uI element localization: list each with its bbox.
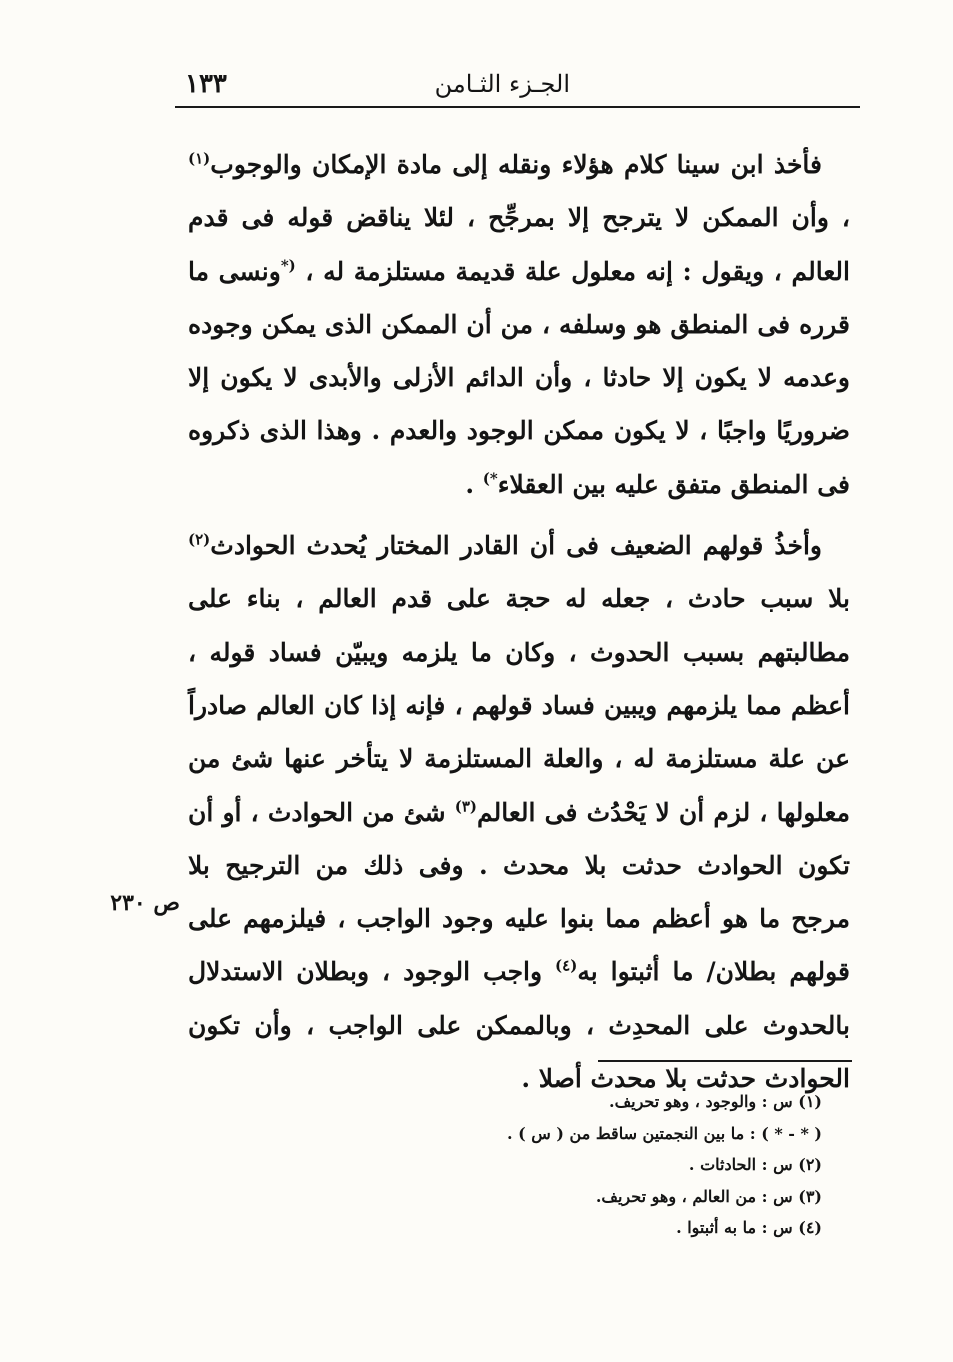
text-run: ، وأن الممكن لا يترجح إلا بمرجِّح ، لئلا يناقض قوله فى قدم العالم ، ويقول : إنه معلول علة قديمة مستلزمة له ، — [188, 203, 850, 286]
text-run: وأخذُ قولهم الضعيف فى أن القادر المختار يُحدث الحوادث — [210, 531, 822, 561]
text-run: واجب الوجود ، وبطلان الاستدلال بالحدوث على المحدِث ، وبالممكن على الواجب ، وأن تكون الحوادث حدثت بلا محدث أصلا . — [188, 957, 850, 1094]
footnote-divider — [598, 1060, 852, 1062]
footnote: (٢) س : الحادثات . — [688, 1155, 822, 1174]
paragraph — [188, 519, 850, 1105]
footnote-marker: (٢) — [188, 530, 211, 549]
running-title: الجـزء الثـامن — [434, 70, 570, 98]
footnote-marker: (١) — [188, 149, 211, 168]
footnote: (١) س : والوجود ، وهو تحريف. — [609, 1092, 822, 1111]
paragraph — [188, 138, 850, 511]
main-text — [188, 138, 850, 1105]
text-run: بلا سبب حادث ، جعله له حجة على قدم العالم ، بناء على مطالبتهم بسبب الحدوث ، وكان ما يلزمه ويبيّن فساد قوله ، أعظم مما يلزمهم ويبين فساد قولهم ، فإنه إذا كان العالم صادراً عن علة مستلزمة له ، والعلة المستلزمة لا يتأخر عنها شئ من معلولها ، لزم أن لا يَحْدُث فى العالم — [188, 584, 850, 827]
page-number: ١٣٣ — [185, 69, 227, 99]
page-header — [175, 62, 860, 108]
footnote: (٤) س : ما به أثبتوا . — [676, 1218, 822, 1237]
footnote-marker: (٣) — [454, 797, 477, 816]
footnote: ( * - * ) : ما بين النجمتين ساقط من ( س ) . — [507, 1123, 822, 1143]
footnote-marker: *) — [482, 469, 498, 488]
footnote: (٣) س : من العالم ، وهو تحريف. — [595, 1186, 822, 1206]
text-run: فأخذ ابن سينا كلام هؤلاء ونقله إلى مادة الإمكان والوجوب — [210, 150, 822, 179]
text-run: شئ من الحوادث ، أو أن تكون الحوادث حدثت بلا محدث . وفى ذلك من الترجيح بلا مرجح ما هو أعظم مما بنوا عليه وجود الواجب ، فيلزمهم على قولهم بطلان/ ما أثبتوا به — [188, 797, 850, 987]
footnotes — [470, 1086, 822, 1244]
margin-page-reference: ص ٢٣٠ — [110, 890, 180, 916]
text-run: ونسى ما قرره فى المنطق هو وسلفه ، من أن الممكن الذى يمكن وجوده وعدمه لا يكون إلا حادثا ، وأن الدائم الأزلى والأبدى لا يكون إلا ضروريًا واجبًا ، لا يكون ممكن الوجود والعدم . وهذا الذى ذكروه فى المنطق متفق عليه بين العقلاء — [188, 256, 850, 499]
footnote-marker: (٤) — [555, 957, 578, 976]
text-run: . — [465, 469, 483, 499]
footnote-marker: (* — [280, 256, 296, 275]
